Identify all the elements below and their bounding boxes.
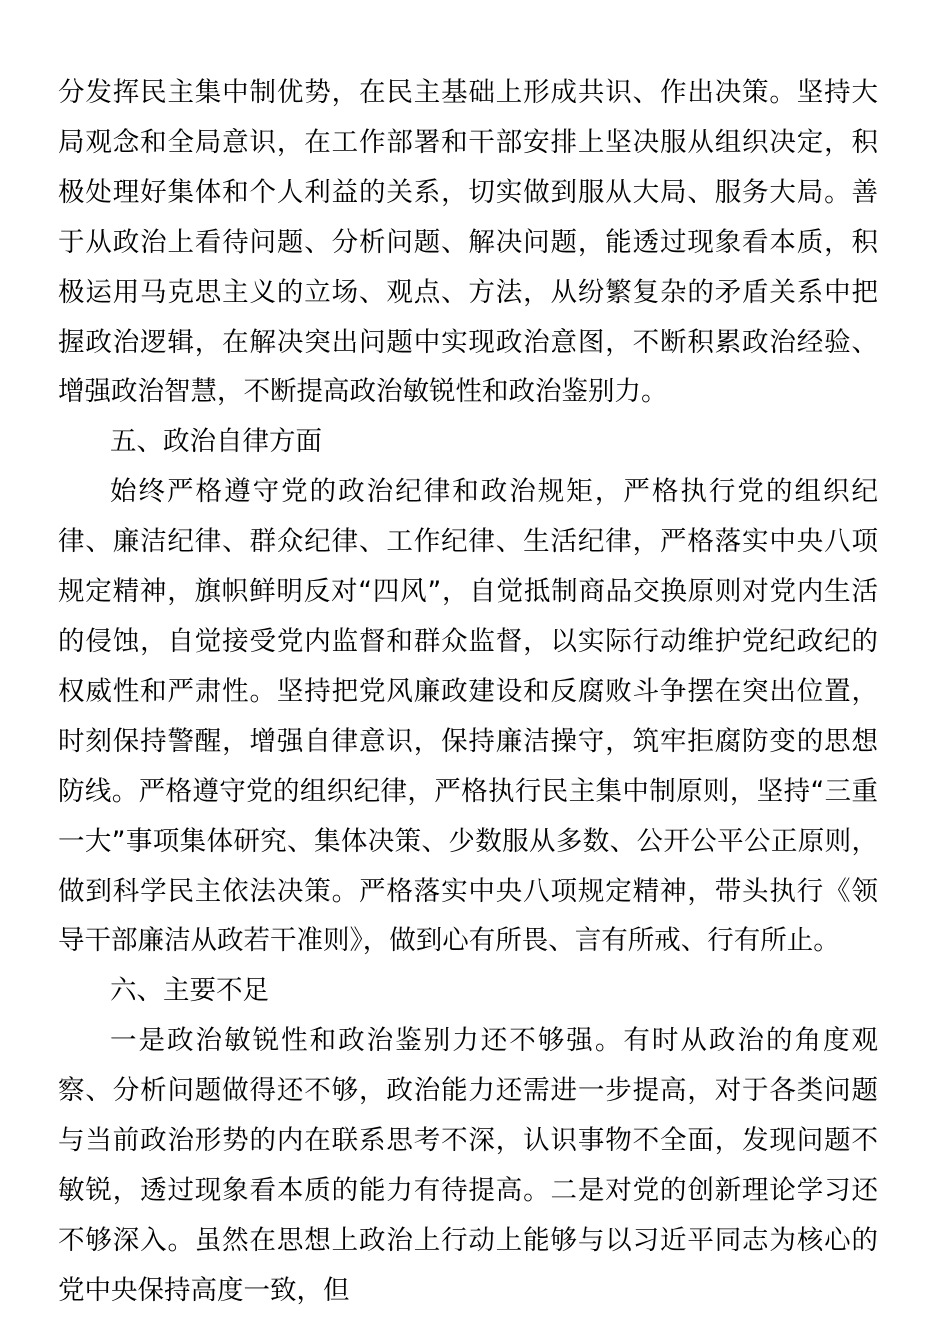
section-heading-main-shortcomings: 六、主要不足 bbox=[110, 975, 269, 1007]
paragraph-main-shortcomings: 一是政治敏锐性和政治鉴别力还不够强。有时从政治的角度观察、分析问题做得还不够，政治能力还需进一步提高，对于各类问题与当前政治形势的内在联系思考不深，认识事物不全面，发现问题不敏锐，透过现象看本质的能力有待提高。二是对党的创新理论学习还不够深入。虽然在思想上政治上行动上能够与以习近平同志为核心的党中央保持高度一致，但 bbox=[58, 1025, 878, 1306]
document-page bbox=[58, 68, 878, 1316]
paragraph-political-self-discipline: 始终严格遵守党的政治纪律和政治规矩，严格执行党的组织纪律、廉洁纪律、群众纪律、工作纪律、生活纪律，严格落实中央八项规定精神，旗帜鲜明反对“四风”，自觉抵制商品交换原则对党内生活的侵蚀，自觉接受党内监督和群众监督，以实际行动维护党纪政纪的权威性和严肃性。坚持把党风廉政建设和反腐败斗争摆在突出位置，时刻保持警醒，增强自律意识，保持廉洁操守，筑牢拒腐防变的思想防线。严格遵守党的组织纪律，严格执行民主集中制原则，坚持“三重一大”事项集体研究、集体决策、少数服从多数、公开公平公正原则，做到科学民主依法决策。严格落实中央八项规定精神，带头执行《领导干部廉洁从政若干准则》，做到心有所畏、言有所戒、行有所止。 bbox=[58, 476, 878, 957]
paragraph-continuation: 分发挥民主集中制优势，在民主基础上形成共识、作出决策。坚持大局观念和全局意识，在工作部署和干部安排上坚决服从组织决定，积极处理好集体和个人利益的关系，切实做到服从大局、服务大局。善于从政治上看待问题、分析问题、解决问题，能透过现象看本质，积极运用马克思主义的立场、观点、方法，从纷繁复杂的矛盾关系中把握政治逻辑，在解决突出问题中实现政治意图，不断积累政治经验、增强政治智慧，不断提高政治敏锐性和政治鉴别力。 bbox=[58, 77, 878, 408]
section-heading-political-self-discipline: 五、政治自律方面 bbox=[110, 426, 322, 458]
